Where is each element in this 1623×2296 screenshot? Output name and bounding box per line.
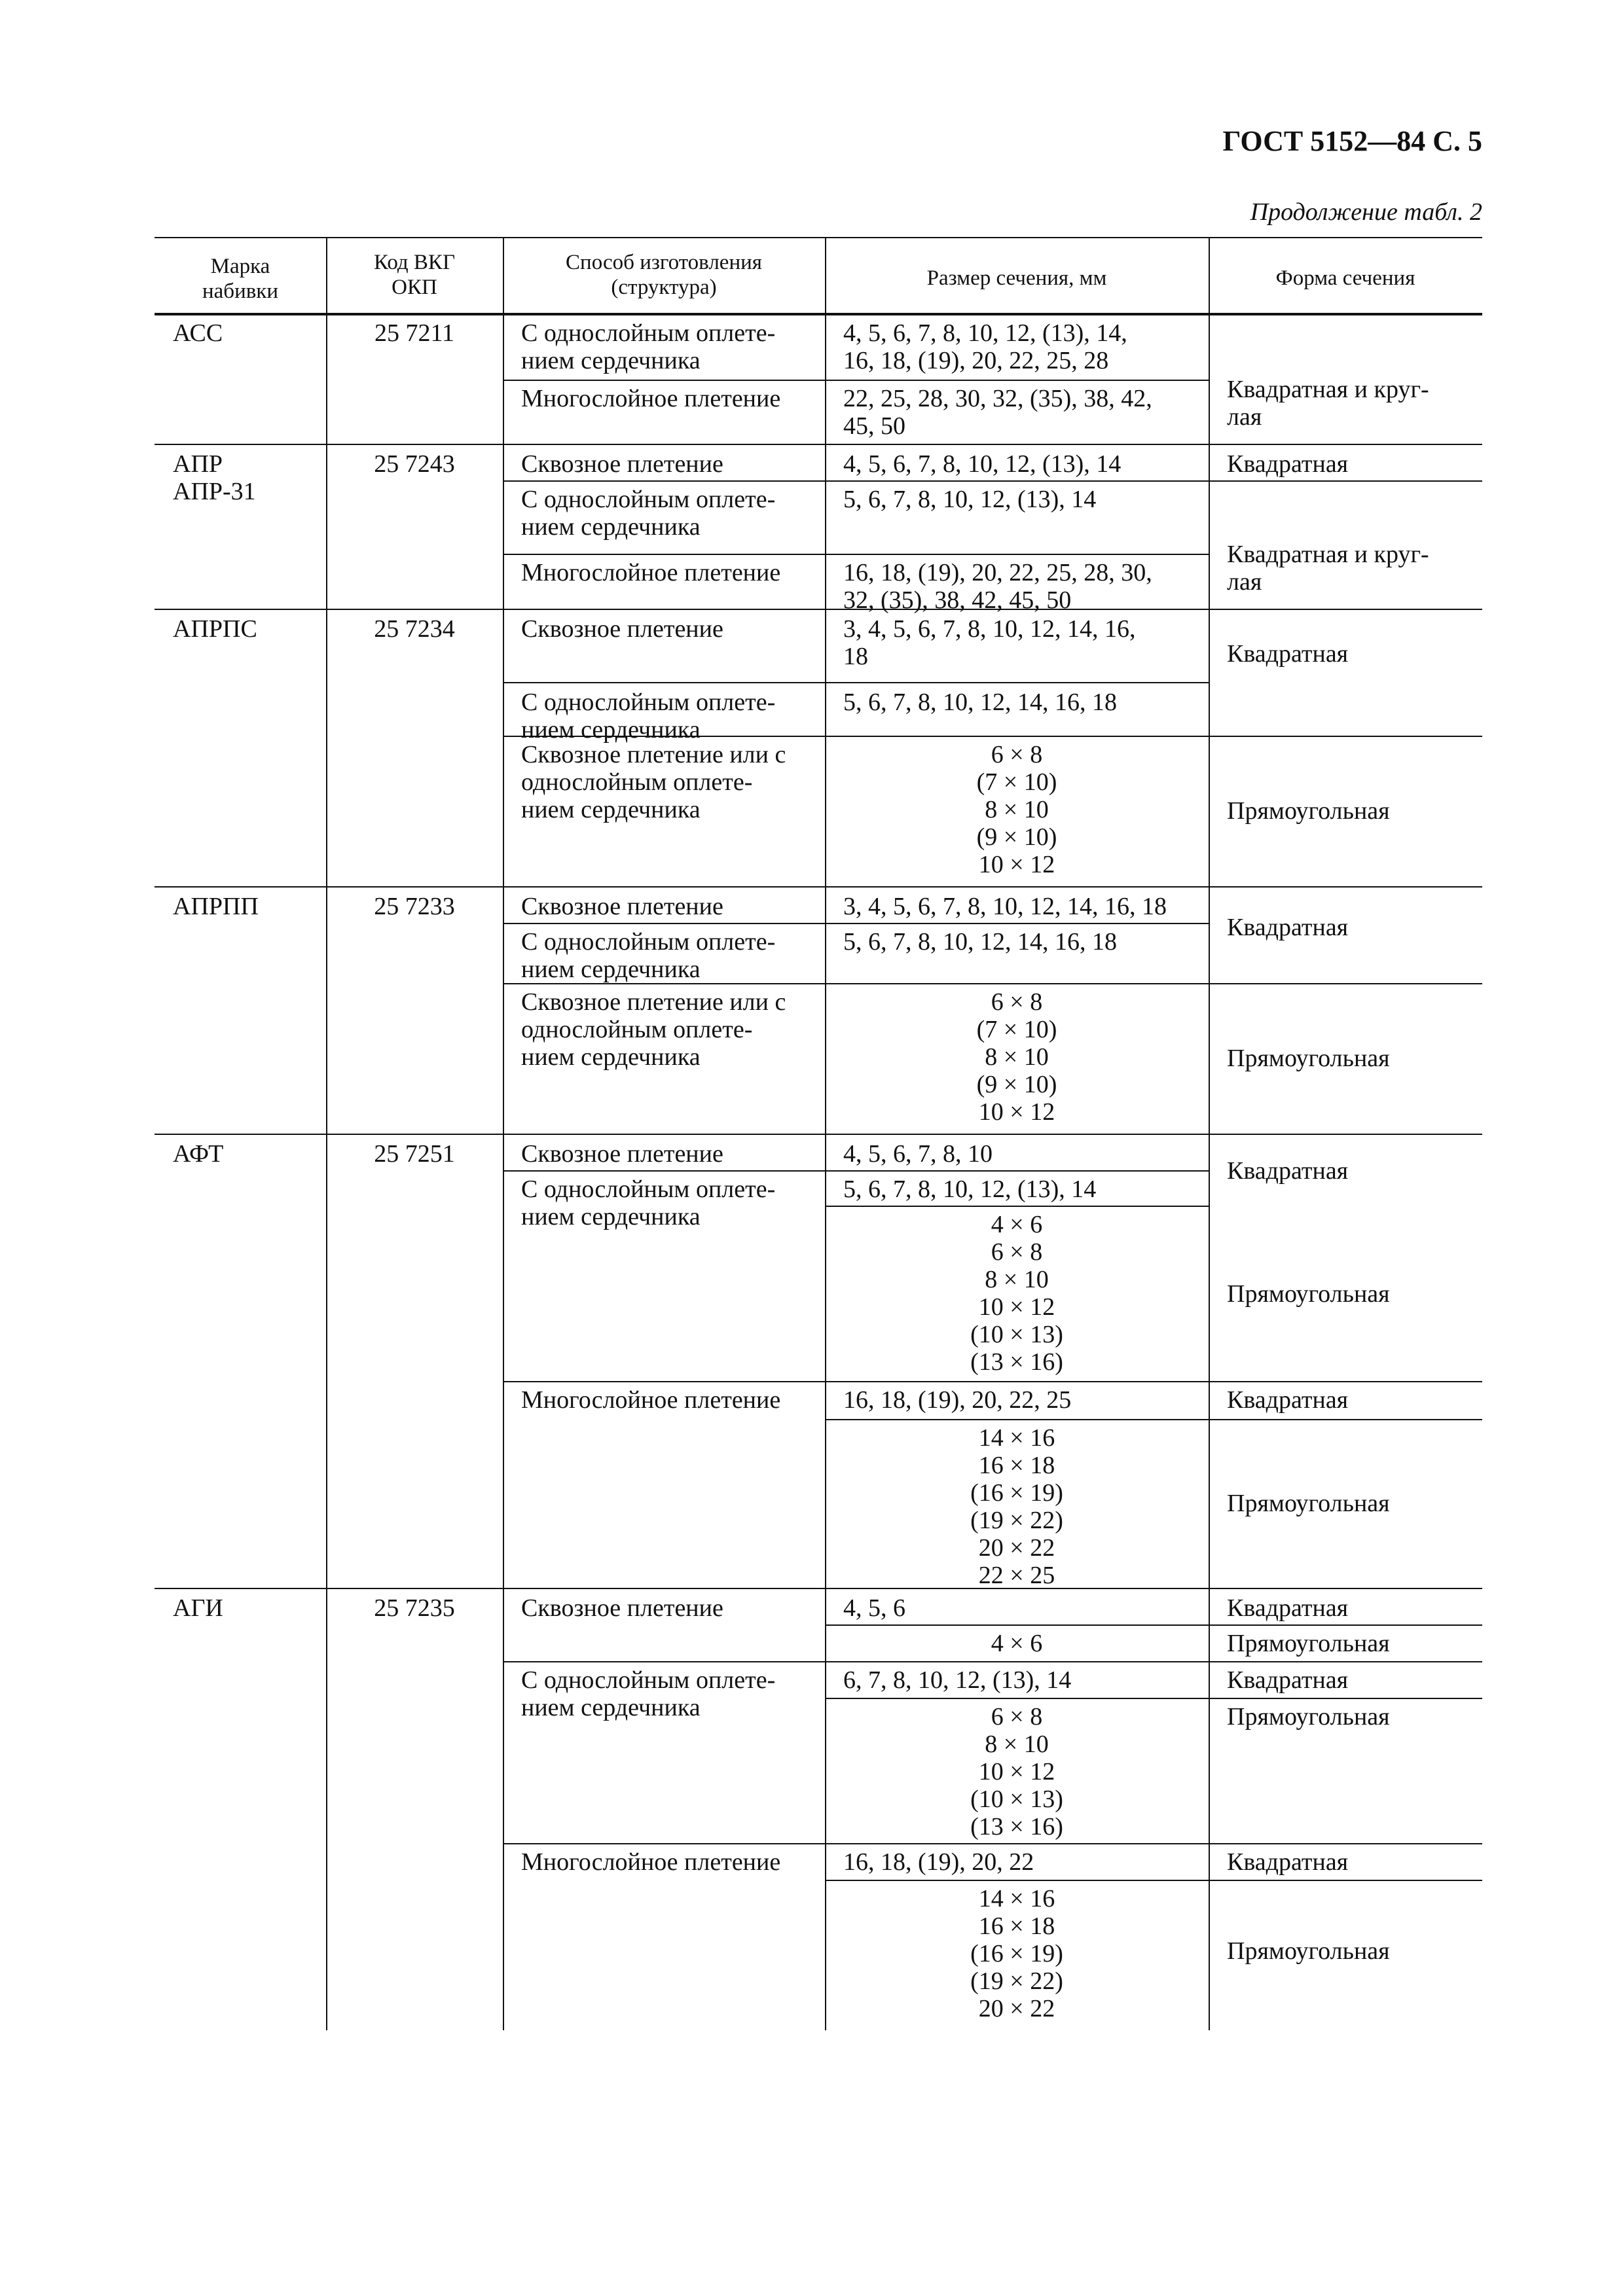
manufacturing-method <box>521 559 820 586</box>
section-dimensions-list <box>825 1211 1209 1376</box>
section-size <box>843 928 1203 956</box>
section-shape <box>1227 1157 1477 1185</box>
okp-code <box>326 615 503 643</box>
table-rule <box>155 1134 1482 1135</box>
manufacturing-method <box>521 1666 820 1721</box>
table-rule <box>825 1698 1482 1699</box>
section-size-line: 5, 6, 7, 8, 10, 12, (13), 14 <box>843 1175 1097 1203</box>
section-shape-line: Прямоугольная <box>1227 1490 1390 1517</box>
header-size <box>825 266 1209 291</box>
section-size-line: 18 <box>843 643 868 670</box>
section-size-line: 3, 4, 5, 6, 7, 8, 10, 12, 14, 16, 18 <box>843 893 1167 920</box>
section-shape <box>1227 1490 1477 1517</box>
manufacturing-method-line: Сквозное плетение <box>521 1140 723 1168</box>
section-shape-line: Прямоугольная <box>1227 1630 1390 1657</box>
manufacturing-method <box>521 1175 820 1230</box>
section-dimension: 14 × 16 <box>978 1885 1055 1912</box>
section-dimension: 4 × 6 <box>991 1211 1043 1238</box>
section-shape-line: Прямоугольная <box>1227 797 1390 825</box>
table-rule <box>155 313 1482 315</box>
table-rule <box>503 983 1482 984</box>
packing-mark <box>173 615 321 643</box>
okp-code-line: 25 7235 <box>374 1594 455 1622</box>
packing-mark <box>173 450 321 505</box>
section-shape <box>1227 450 1477 478</box>
section-dimensions-list <box>825 741 1209 878</box>
table-rule <box>503 380 1209 381</box>
manufacturing-method-line: нием сердечника <box>521 513 701 541</box>
section-size-line: 4, 5, 6, 7, 8, 10, 12, (13), 14, <box>843 319 1127 347</box>
section-size-line: 45, 50 <box>843 412 905 440</box>
section-dimension: (7 × 10) <box>976 1016 1057 1043</box>
packing-mark <box>173 893 321 920</box>
manufacturing-method <box>521 450 820 478</box>
okp-code <box>326 893 503 920</box>
section-size-line: 16, 18, (19), 20, 22, 25, 28 <box>843 347 1109 374</box>
manufacturing-method-line: С однослойным оплете- <box>521 1666 776 1694</box>
section-dimensions-list <box>825 1885 1209 2022</box>
page-header-title: ГОСТ 5152—84 С. 5 <box>1222 125 1482 157</box>
manufacturing-method <box>521 319 820 374</box>
table-continuation-label: Продолжение табл. 2 <box>1250 198 1482 226</box>
section-shape-line: Квадратная <box>1227 640 1349 668</box>
section-shape <box>1227 640 1477 668</box>
section-shape-line: Квадратная <box>1227 450 1349 478</box>
section-dimension: (9 × 10) <box>976 1071 1057 1098</box>
section-dimension: 10 × 12 <box>978 1293 1055 1321</box>
section-size <box>825 1630 1209 1657</box>
manufacturing-method-line: нием сердечника <box>521 347 701 374</box>
section-shape-line: лая <box>1227 568 1262 596</box>
section-shape-line: Прямоугольная <box>1227 1045 1390 1072</box>
section-size-line: 3, 4, 5, 6, 7, 8, 10, 12, 14, 16, <box>843 615 1136 643</box>
section-dimension: (7 × 10) <box>976 768 1057 796</box>
section-dimension: 16 × 18 <box>978 1912 1055 1940</box>
header-code-line: Код ВКГ <box>373 251 456 274</box>
section-size <box>843 1666 1203 1694</box>
header-method-line: Способ изготовления <box>566 251 762 274</box>
section-shape <box>1227 1666 1477 1694</box>
section-dimension: 14 × 16 <box>978 1424 1055 1452</box>
section-size <box>843 385 1203 440</box>
table-rule <box>825 1880 1482 1881</box>
manufacturing-method <box>521 988 820 1071</box>
packing-mark <box>173 1140 321 1168</box>
section-size <box>843 615 1203 670</box>
header-mark <box>155 254 326 304</box>
manufacturing-method-line: Сквозное плетение <box>521 893 723 920</box>
packing-mark <box>173 1594 321 1622</box>
manufacturing-method <box>521 1594 820 1622</box>
section-shape-line: Квадратная <box>1227 1594 1349 1622</box>
section-dimension: (10 × 13) <box>970 1785 1063 1813</box>
section-shape-line: Прямоугольная <box>1227 1703 1390 1731</box>
section-shape <box>1227 1848 1477 1876</box>
manufacturing-method-line: нием сердечника <box>521 1203 701 1230</box>
section-dimension: 20 × 22 <box>978 1995 1055 2022</box>
packing-mark-line: АСС <box>173 319 223 347</box>
section-dimension: 10 × 12 <box>978 1098 1055 1126</box>
header-method <box>503 250 825 300</box>
section-size <box>843 893 1203 920</box>
section-shape-line: Квадратная <box>1227 1386 1349 1414</box>
manufacturing-method-line: Многослойное плетение <box>521 1848 781 1876</box>
manufacturing-method-line: С однослойным оплете- <box>521 689 776 716</box>
section-shape-line: Квадратная и круг- <box>1227 541 1429 568</box>
section-shape-line: лая <box>1227 403 1262 431</box>
manufacturing-method-line: Сквозное плетение или с <box>521 988 786 1016</box>
section-dimension: 10 × 12 <box>978 1758 1055 1785</box>
manufacturing-method-line: Сквозное плетение <box>521 1594 723 1622</box>
section-shape <box>1227 1630 1477 1657</box>
section-shape <box>1227 1703 1477 1731</box>
section-size-line: 22, 25, 28, 30, 32, (35), 38, 42, <box>843 385 1152 412</box>
packing-mark-line: АФТ <box>173 1140 224 1168</box>
section-dimension: (10 × 13) <box>970 1321 1063 1348</box>
section-dimension: 8 × 10 <box>985 796 1049 823</box>
section-size <box>843 559 1203 614</box>
section-shape-line: Квадратная <box>1227 914 1349 941</box>
section-size <box>843 486 1203 513</box>
packing-mark-line: АПРПП <box>173 893 259 920</box>
okp-code <box>326 319 503 347</box>
section-size <box>843 689 1203 716</box>
section-dimension: 6 × 8 <box>991 988 1043 1016</box>
manufacturing-method <box>521 893 820 920</box>
okp-code-line: 25 7251 <box>374 1140 455 1168</box>
section-size-line: 16, 18, (19), 20, 22, 25, 28, 30, <box>843 559 1152 586</box>
table-rule <box>155 237 1482 238</box>
okp-code <box>326 450 503 478</box>
section-dimension: 22 × 25 <box>978 1562 1055 1589</box>
section-dimension: 8 × 10 <box>985 1731 1049 1758</box>
table-rule <box>503 1843 1482 1844</box>
section-shape <box>1227 541 1477 596</box>
section-dimension: 16 × 18 <box>978 1452 1055 1479</box>
table-rule <box>825 1419 1482 1420</box>
section-size-line: 16, 18, (19), 20, 22 <box>843 1848 1034 1876</box>
manufacturing-method-line: С однослойным оплете- <box>521 486 776 513</box>
section-shape <box>1227 797 1477 825</box>
section-size-line: 5, 6, 7, 8, 10, 12, 14, 16, 18 <box>843 928 1117 956</box>
section-shape <box>1227 376 1477 431</box>
section-size-line: 4, 5, 6, 7, 8, 10, 12, (13), 14 <box>843 450 1122 478</box>
manufacturing-method-line: нием сердечника <box>521 796 701 823</box>
manufacturing-method-line: нием сердечника <box>521 1694 701 1721</box>
section-size <box>843 1175 1203 1203</box>
manufacturing-method-line: Сквозное плетение <box>521 615 723 643</box>
section-shape-line: Прямоугольная <box>1227 1937 1390 1965</box>
section-dimension: (16 × 19) <box>970 1940 1063 1967</box>
manufacturing-method-line: Многослойное плетение <box>521 559 781 586</box>
manufacturing-method <box>521 385 820 412</box>
okp-code-line: 25 7243 <box>374 450 455 478</box>
section-dimension: (19 × 22) <box>970 1507 1063 1534</box>
section-dimension: 8 × 10 <box>985 1266 1049 1293</box>
manufacturing-method <box>521 1140 820 1168</box>
manufacturing-method-line: С однослойным оплете- <box>521 1175 776 1203</box>
section-size-line: 32, (35), 38, 42, 45, 50 <box>843 586 1072 614</box>
section-shape-line: Квадратная <box>1227 1666 1349 1694</box>
section-shape <box>1227 1386 1477 1414</box>
manufacturing-method-line: С однослойным оплете- <box>521 928 776 956</box>
manufacturing-method-line: Многослойное плетение <box>521 1386 781 1414</box>
section-size-line: 5, 6, 7, 8, 10, 12, (13), 14 <box>843 486 1097 513</box>
manufacturing-method-line: Сквозное плетение <box>521 450 723 478</box>
section-size-line: 4, 5, 6 <box>843 1594 905 1622</box>
section-dimension: (16 × 19) <box>970 1479 1063 1507</box>
table-rule <box>503 1381 1482 1382</box>
okp-code-line: 25 7211 <box>374 319 455 347</box>
manufacturing-method <box>521 741 820 823</box>
table-rule <box>155 1588 1482 1589</box>
section-size <box>843 450 1203 478</box>
header-size-line: Размер сечения, мм <box>926 266 1107 290</box>
okp-code-line: 25 7234 <box>374 615 455 643</box>
header-code-line: ОКП <box>392 276 437 299</box>
section-dimension: (13 × 16) <box>970 1813 1063 1840</box>
table-rule <box>503 554 1209 555</box>
section-dimension: 6 × 8 <box>991 1238 1043 1266</box>
section-size-line: 5, 6, 7, 8, 10, 12, 14, 16, 18 <box>843 689 1117 716</box>
section-dimension: 10 × 12 <box>978 851 1055 878</box>
section-dimension: 20 × 22 <box>978 1534 1055 1562</box>
manufacturing-method-line: нием сердечника <box>521 956 701 983</box>
table-rule <box>503 923 1209 924</box>
table-rule <box>825 1624 1482 1626</box>
section-dimensions-list <box>825 1424 1209 1589</box>
header-mark-line: набивки <box>202 279 279 303</box>
packing-mark-line: АПР-31 <box>173 478 256 505</box>
packing-mark-line: АПРПС <box>173 615 257 643</box>
table-rule <box>155 886 1482 888</box>
manufacturing-method <box>521 928 820 983</box>
header-method-line: (структура) <box>611 276 717 299</box>
section-size-line: 16, 18, (19), 20, 22, 25 <box>843 1386 1072 1414</box>
section-shape-line: Прямоугольная <box>1227 1280 1390 1308</box>
section-size <box>843 1594 1203 1622</box>
section-shape <box>1227 1937 1477 1965</box>
manufacturing-method <box>521 615 820 643</box>
section-size <box>843 1140 1203 1168</box>
okp-code-line: 25 7233 <box>374 893 455 920</box>
manufacturing-method <box>521 1386 820 1414</box>
section-shape-line: Квадратная <box>1227 1848 1349 1876</box>
section-size-line: 6, 7, 8, 10, 12, (13), 14 <box>843 1666 1072 1694</box>
section-dimension: 6 × 8 <box>991 741 1043 768</box>
section-size-line: 4 × 6 <box>991 1630 1043 1657</box>
section-dimensions-list <box>825 1703 1209 1840</box>
table-rule <box>155 444 1482 445</box>
section-dimension: (9 × 10) <box>976 823 1057 851</box>
okp-code <box>326 1594 503 1622</box>
manufacturing-method <box>521 486 820 541</box>
section-shape <box>1227 914 1477 941</box>
manufacturing-method-line: Сквозное плетение или с <box>521 741 786 768</box>
section-dimension: 8 × 10 <box>985 1043 1049 1071</box>
packing-mark <box>173 319 321 347</box>
manufacturing-method-line: нием сердечника <box>521 1043 701 1071</box>
header-shape-line: Форма сечения <box>1275 266 1415 290</box>
table-rule <box>503 1661 1482 1662</box>
section-dimension: 6 × 8 <box>991 1703 1043 1731</box>
manufacturing-method-line: однослойным оплете- <box>521 1016 753 1043</box>
okp-code <box>326 1140 503 1168</box>
section-shape <box>1227 1045 1477 1072</box>
header-shape <box>1209 266 1482 291</box>
header-mark-line: Марка <box>210 255 270 278</box>
packing-mark-line: АПР <box>173 450 223 478</box>
section-dimension: (19 × 22) <box>970 1967 1063 1995</box>
section-size-line: 4, 5, 6, 7, 8, 10 <box>843 1140 993 1168</box>
section-dimension: (13 × 16) <box>970 1348 1063 1376</box>
table-rule <box>503 480 1482 482</box>
section-shape-line: Квадратная и круг- <box>1227 376 1429 403</box>
section-size <box>843 319 1203 374</box>
table-rule <box>503 1170 1209 1172</box>
section-size <box>843 1848 1203 1876</box>
table-rule <box>825 1206 1209 1207</box>
section-shape <box>1227 1280 1477 1308</box>
section-shape-line: Квадратная <box>1227 1157 1349 1185</box>
section-dimensions-list <box>825 988 1209 1126</box>
manufacturing-method <box>521 689 820 744</box>
section-shape <box>1227 1594 1477 1622</box>
manufacturing-method-line: однослойным оплете- <box>521 768 753 796</box>
manufacturing-method-line: нием сердечника <box>521 716 701 744</box>
manufacturing-method-line: С однослойным оплете- <box>521 319 776 347</box>
header-code <box>326 250 503 300</box>
packing-mark-line: АГИ <box>173 1594 223 1622</box>
table-rule <box>503 682 1209 683</box>
manufacturing-method-line: Многослойное плетение <box>521 385 781 412</box>
manufacturing-method <box>521 1848 820 1876</box>
section-size <box>843 1386 1203 1414</box>
table-rule <box>155 609 1482 610</box>
packing-specification-table <box>155 237 1482 2030</box>
